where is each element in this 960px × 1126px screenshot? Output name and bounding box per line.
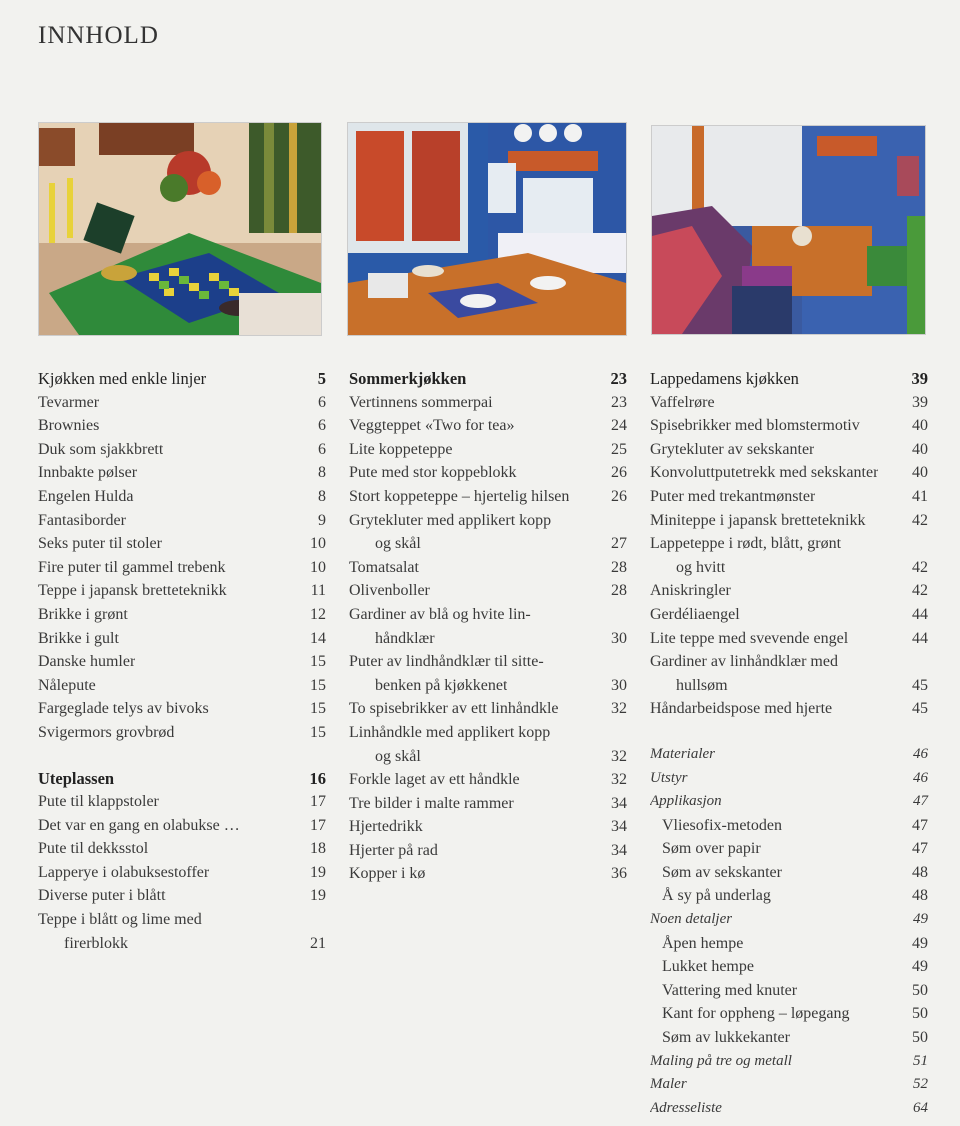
- toc-entry-page: 25: [611, 440, 627, 458]
- toc-entry-title: Utstyr: [650, 769, 688, 786]
- toc-entry-page: 51: [913, 1052, 928, 1069]
- toc-entry-title: Vaffelrøre: [650, 393, 715, 411]
- toc-entry-title: Å sy på underlag: [662, 887, 771, 905]
- toc-entry-title: Vattering med knuter: [662, 981, 798, 999]
- toc-entry: [38, 603, 326, 627]
- toc-entry-page: 49: [913, 911, 928, 928]
- toc-entry-title: Gardiner av linhåndklær med: [650, 653, 838, 671]
- toc-entry-page: 10: [310, 558, 326, 576]
- toc-section-heading: [650, 367, 928, 391]
- toc-entry-page: 64: [913, 1099, 928, 1116]
- toc-entry-title: Brikke i gult: [38, 629, 119, 647]
- toc-entry-title: Maling på tre og metall: [650, 1052, 792, 1069]
- toc-entry-page: 15: [310, 723, 326, 741]
- toc-entry: [650, 743, 928, 767]
- toc-entry-page: 39: [911, 369, 928, 388]
- toc-column-2: [349, 367, 627, 886]
- toc-entry-title: Hjerter på rad: [349, 841, 438, 859]
- toc-entry-title: Puter av lindhåndklær til sitte-: [349, 653, 544, 671]
- toc-entry-title: Stort koppeteppe – hjertelig hilsen: [349, 487, 570, 505]
- toc-entry-page: 15: [310, 653, 326, 671]
- toc-entry-page: 50: [912, 1029, 928, 1047]
- toc-entry: [38, 721, 326, 745]
- toc-entry: [650, 627, 928, 651]
- toc-entry-page: 12: [310, 605, 326, 623]
- toc-entry-page: 45: [912, 676, 928, 694]
- toc-entry-title: Søm av sekskanter: [662, 863, 782, 881]
- toc-entry: [38, 650, 326, 674]
- toc-entry-title: Åpen hempe: [662, 934, 744, 952]
- toc-entry: [349, 745, 627, 769]
- toc-entry-page: 19: [310, 863, 326, 881]
- toc-entry: [349, 485, 627, 509]
- toc-entry: [38, 884, 326, 908]
- toc-entry-title: Pute til klappstoler: [38, 793, 159, 811]
- toc-entry-page: 49: [912, 934, 928, 952]
- toc-entry-page: 41: [912, 487, 928, 505]
- toc-entry: [349, 674, 627, 698]
- toc-entry-title: Tevarmer: [38, 393, 100, 411]
- toc-entry-title: Tomatsalat: [349, 558, 419, 576]
- toc-entry-title: og skål: [375, 535, 421, 553]
- toc-entry: [349, 556, 627, 580]
- toc-entry-title: Svigermors grovbrød: [38, 723, 175, 741]
- toc-entry: [650, 603, 928, 627]
- toc-entry: [650, 861, 928, 885]
- toc-entry-page: 5: [317, 369, 326, 388]
- toc-entry-title: Spisebrikker med blomstermotiv: [650, 417, 860, 435]
- toc-entry-title: Lukket hempe: [662, 958, 754, 976]
- toc-entry-title: Duk som sjakkbrett: [38, 440, 164, 458]
- toc-entry-page: 30: [611, 629, 627, 647]
- toc-entry-title: Lappedamens kjøkken: [650, 369, 799, 388]
- toc-entry-title: Applikasjon: [650, 793, 722, 810]
- toc-entry-page: 28: [611, 558, 627, 576]
- toc-entry-page: 8: [318, 464, 326, 482]
- toc-entry-title: firerblokk: [64, 934, 128, 952]
- toc-entry: [38, 579, 326, 603]
- toc-entry: [38, 627, 326, 651]
- toc-entry-title: Hjertedrikk: [349, 818, 423, 836]
- toc-entry-title: Brownies: [38, 417, 100, 435]
- toc-entry-title: Lite koppeteppe: [349, 440, 453, 458]
- toc-entry-title: og skål: [375, 747, 421, 765]
- toc-entry: [349, 650, 627, 674]
- toc-entry: [38, 414, 326, 438]
- toc-entry-title: Pute til dekksstol: [38, 840, 149, 858]
- toc-entry-page: 49: [912, 958, 928, 976]
- toc-entry-page: 36: [611, 865, 627, 883]
- toc-entry-title: hullsøm: [676, 676, 728, 694]
- toc-entry: [349, 438, 627, 462]
- toc-entry-page: 23: [611, 393, 627, 411]
- toc-entry-page: 8: [318, 487, 326, 505]
- toc-column-3: [650, 367, 928, 1120]
- toc-entry-page: 21: [310, 934, 326, 952]
- toc-entry-page: 47: [912, 816, 928, 834]
- toc-entry: [650, 1050, 928, 1074]
- toc-entry-title: Fargeglade telys av bivoks: [38, 700, 209, 718]
- toc-entry-page: 40: [912, 440, 928, 458]
- toc-entry-title: Søm over papir: [662, 840, 761, 858]
- toc-entry-title: Vliesofix-metoden: [662, 816, 782, 834]
- toc-entry-page: 40: [912, 417, 928, 435]
- toc-entry: [349, 839, 627, 863]
- toc-entry: [349, 532, 627, 556]
- toc-entry: [650, 674, 928, 698]
- toc-entry-title: Linhåndkle med applikert kopp: [349, 723, 551, 741]
- toc-entry-page: 17: [310, 816, 326, 834]
- toc-entry-title: Konvoluttputetrekk med sekskanter: [650, 464, 879, 482]
- toc-entry-title: Seks puter til stoler: [38, 535, 162, 553]
- toc-entry-title: Diverse puter i blått: [38, 887, 166, 905]
- toc-entry: [38, 697, 326, 721]
- toc-entry-page: 11: [310, 582, 326, 600]
- toc-entry: [38, 861, 326, 885]
- toc-entry: [650, 908, 928, 932]
- summer-kitchen-photo: [347, 122, 627, 336]
- toc-entry: [349, 509, 627, 533]
- toc-entry-title: To spisebrikker av ett linhåndkle: [349, 700, 559, 718]
- toc-entry-title: Miniteppe i japansk bretteteknikk: [650, 511, 866, 529]
- toc-entry-title: Fantasiborder: [38, 511, 126, 529]
- toc-entry-page: 6: [318, 440, 326, 458]
- toc-entry-title: Det var en gang en olabukse …: [38, 816, 240, 834]
- toc-entry-page: 27: [611, 535, 627, 553]
- toc-entry-page: 52: [913, 1076, 928, 1093]
- toc-entry: [650, 837, 928, 861]
- toc-entry: [650, 579, 928, 603]
- toc-entry-page: 34: [611, 841, 627, 859]
- toc-entry: [650, 1073, 928, 1097]
- toc-entry-title: Brikke i grønt: [38, 605, 128, 623]
- toc-section-heading: [38, 767, 326, 791]
- toc-entry-title: Grytekluter av sekskanter: [650, 440, 815, 458]
- toc-entry: [38, 391, 326, 415]
- toc-entry-title: Pute med stor koppeblokk: [349, 464, 517, 482]
- toc-entry: [38, 837, 326, 861]
- toc-entry: [349, 815, 627, 839]
- toc-entry-title: Vertinnens sommerpai: [349, 393, 493, 411]
- toc-entry: [650, 509, 928, 533]
- section-gap: [650, 721, 928, 743]
- toc-entry-page: 10: [310, 535, 326, 553]
- toc-entry: [650, 697, 928, 721]
- toc-entry-page: 15: [310, 676, 326, 694]
- toc-section-heading: [349, 367, 627, 391]
- toc-entry-page: 46: [913, 769, 928, 786]
- toc-entry: [38, 532, 326, 556]
- toc-entry: [38, 485, 326, 509]
- toc-entry-page: 32: [611, 747, 627, 765]
- toc-entry-title: Fire puter til gammel trebenk: [38, 558, 226, 576]
- toc-entry-page: 50: [912, 1005, 928, 1023]
- toc-section-heading: [38, 367, 326, 391]
- toc-entry: [349, 792, 627, 816]
- toc-entry: [650, 814, 928, 838]
- toc-entry-title: Kant for oppheng – løpegang: [662, 1005, 850, 1023]
- toc-entry-page: 23: [610, 369, 627, 388]
- toc-entry: [38, 674, 326, 698]
- toc-entry-title: Olivenboller: [349, 582, 430, 600]
- toc-entry-title: Teppe i japansk bretteteknikk: [38, 582, 227, 600]
- toc-entry-title: Uteplassen: [38, 768, 115, 788]
- toc-entry-title: benken på kjøkkenet: [375, 676, 508, 694]
- toc-entry: [650, 391, 928, 415]
- page-title: INNHOLD: [38, 22, 159, 49]
- toc-entry: [650, 1002, 928, 1026]
- toc-entry-title: Grytekluter med applikert kopp: [349, 511, 552, 529]
- toc-entry-page: 32: [611, 771, 627, 789]
- toc-entry: [650, 955, 928, 979]
- toc-entry: [349, 579, 627, 603]
- toc-entry: [38, 908, 326, 932]
- toc-entry: [650, 438, 928, 462]
- toc-entry-page: 26: [611, 487, 627, 505]
- patchwork-kitchen-photo: [651, 125, 926, 335]
- toc-entry-title: Adresseliste: [650, 1099, 722, 1116]
- toc-entry-page: 47: [912, 840, 928, 858]
- toc-entry-title: Kjøkken med enkle linjer: [38, 369, 207, 388]
- toc-entry: [650, 461, 928, 485]
- toc-entry: [650, 884, 928, 908]
- toc-entry-title: Engelen Hulda: [38, 487, 134, 505]
- toc-entry-page: 19: [310, 887, 326, 905]
- toc-entry-title: Lite teppe med svevende engel: [650, 629, 849, 647]
- toc-entry: [38, 932, 326, 956]
- toc-entry-page: 30: [611, 676, 627, 694]
- toc-entry: [349, 391, 627, 415]
- toc-entry-page: 45: [912, 700, 928, 718]
- toc-entry-title: Forkle laget av ett håndkle: [349, 771, 520, 789]
- toc-entry-title: Gerdéliaengel: [650, 605, 740, 623]
- toc-entry-title: Lappeteppe i rødt, blått, grønt: [650, 535, 842, 553]
- toc-entry: [349, 461, 627, 485]
- toc-entry: [650, 767, 928, 791]
- toc-column-1: [38, 367, 326, 955]
- toc-entry-page: 44: [912, 629, 928, 647]
- toc-entry-title: og hvitt: [676, 558, 726, 576]
- toc-entry-title: Teppe i blått og lime med: [38, 911, 202, 929]
- toc-entry-title: Materialer: [650, 745, 715, 762]
- toc-entry: [349, 697, 627, 721]
- toc-entry-title: Veggteppet «Two for tea»: [349, 417, 515, 435]
- toc-entry-page: 42: [912, 582, 928, 600]
- toc-entry: [650, 532, 928, 556]
- toc-entry-page: 17: [310, 793, 326, 811]
- toc-entry: [349, 721, 627, 745]
- toc-entry: [38, 509, 326, 533]
- toc-entry-title: Lapperye i olabuksestoffer: [38, 863, 210, 881]
- toc-entry-page: 50: [912, 981, 928, 999]
- toc-entry: [650, 414, 928, 438]
- toc-entry: [650, 650, 928, 674]
- toc-entry-page: 9: [318, 511, 326, 529]
- toc-entry-title: Sommerkjøkken: [349, 369, 467, 388]
- toc-entry: [650, 1026, 928, 1050]
- toc-entry-page: 6: [318, 393, 326, 411]
- toc-entry: [650, 979, 928, 1003]
- toc-entry-page: 46: [913, 745, 928, 762]
- toc-entry-page: 24: [611, 417, 627, 435]
- toc-entry: [349, 862, 627, 886]
- toc-entry-page: 48: [912, 863, 928, 881]
- toc-entry-page: 26: [611, 464, 627, 482]
- toc-entry: [650, 932, 928, 956]
- toc-entry-title: Søm av lukkekanter: [662, 1029, 790, 1047]
- toc-entry-page: 42: [912, 558, 928, 576]
- toc-entry-page: 34: [611, 818, 627, 836]
- toc-entry-page: 40: [912, 464, 928, 482]
- toc-entry: [38, 438, 326, 462]
- toc-entry-title: Kopper i kø: [349, 865, 426, 883]
- toc-entry: [38, 790, 326, 814]
- toc-entry-title: Noen detaljer: [650, 911, 733, 928]
- toc-entry-title: Danske humler: [38, 653, 136, 671]
- toc-entry-page: 28: [611, 582, 627, 600]
- toc-entry-page: 14: [310, 629, 326, 647]
- toc-entry-page: 18: [310, 840, 326, 858]
- toc-entry: [650, 556, 928, 580]
- kitchen-table-photo: [38, 122, 322, 336]
- toc-entry-page: 16: [309, 768, 326, 788]
- toc-entry: [38, 814, 326, 838]
- toc-entry-page: 15: [310, 700, 326, 718]
- toc-entry-title: Gardiner av blå og hvite lin-: [349, 605, 531, 623]
- toc-entry-page: 42: [912, 511, 928, 529]
- toc-entry-title: Håndarbeidspose med hjerte: [650, 700, 833, 718]
- toc-entry-title: Aniskringler: [650, 582, 731, 600]
- toc-entry: [349, 768, 627, 792]
- toc-entry: [650, 485, 928, 509]
- toc-entry: [38, 556, 326, 580]
- section-gap: [38, 745, 326, 767]
- toc-entry-page: 47: [913, 793, 928, 810]
- toc-entry-title: Maler: [650, 1076, 687, 1093]
- toc-entry-page: 48: [912, 887, 928, 905]
- toc-entry: [38, 461, 326, 485]
- toc-entry: [349, 627, 627, 651]
- toc-entry-title: Nålepute: [38, 676, 96, 694]
- toc-entry-page: 34: [611, 794, 627, 812]
- toc-entry-title: håndklær: [375, 629, 435, 647]
- toc-entry-title: Puter med trekantmønster: [650, 487, 816, 505]
- toc-entry-title: Innbakte pølser: [38, 464, 138, 482]
- toc-entry-page: 39: [912, 393, 928, 411]
- toc-entry: [349, 414, 627, 438]
- toc-entry-page: 44: [912, 605, 928, 623]
- toc-entry-page: 6: [318, 417, 326, 435]
- toc-entry-title: Tre bilder i malte rammer: [349, 794, 514, 812]
- toc-entry: [349, 603, 627, 627]
- toc-entry: [650, 1097, 928, 1121]
- toc-entry-page: 32: [611, 700, 627, 718]
- toc-entry: [650, 790, 928, 814]
